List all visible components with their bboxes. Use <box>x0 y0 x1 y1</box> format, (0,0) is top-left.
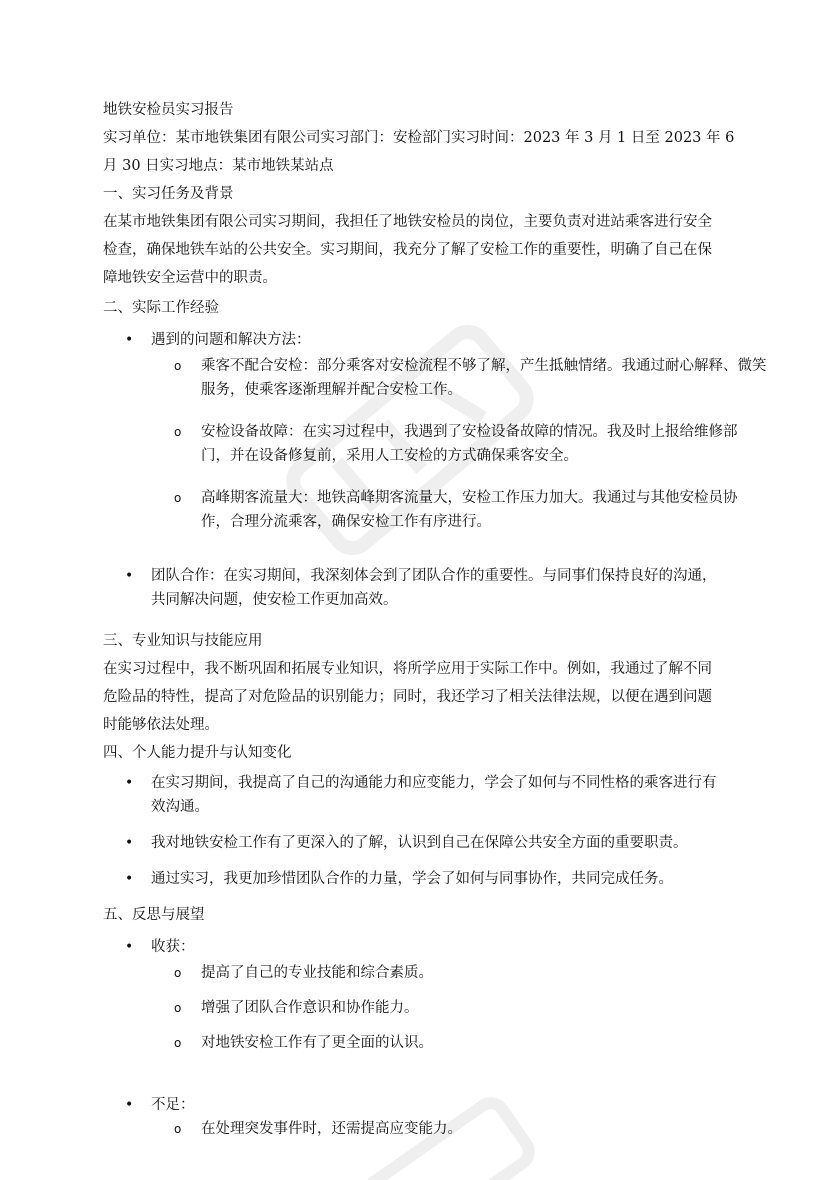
sub-item-text: 乘客不配合安检：部分乘客对安检流程不够了解，产生抵触情绪。我通过耐心解释、微笑服务，使乘客逐渐理解并配合安检工作。 <box>201 358 767 398</box>
bullet-text: 团队合作：在实习期间，我深刻体会到了团队合作的重要性。与同事们保持良好的沟通，共同解决问题，使安检工作更加高效。 <box>151 568 717 608</box>
work-experience-list <box>103 328 767 612</box>
reflection-list <box>103 935 723 1141</box>
bullet-text: 通过实习，我更加珍惜团队合作的力量，学会了如何与同事协作，共同完成任务。 <box>151 871 673 887</box>
list-item <box>151 996 723 1020</box>
section-heading-5: 五、反思与展望 <box>103 907 205 923</box>
lacks-label: 不足： <box>151 1097 195 1113</box>
section-heading-2: 二、实际工作经验 <box>103 300 219 316</box>
circle-bullet-icon: o <box>174 491 182 505</box>
list-item <box>151 1031 723 1055</box>
list-item <box>103 1093 723 1141</box>
gain-text: 提高了自己的专业技能和综合素质。 <box>201 965 433 981</box>
circle-bullet-icon: o <box>174 1122 182 1136</box>
bullet-icon: • <box>125 568 134 584</box>
list-item <box>151 1117 723 1141</box>
problem-solution-list <box>103 354 767 534</box>
list-item <box>151 354 769 402</box>
lacks-list <box>103 1117 723 1141</box>
circle-bullet-icon: o <box>174 425 182 439</box>
circle-bullet-icon: o <box>174 1036 182 1050</box>
internship-info-line-2: 月 30 日实习地点：某市地铁某站点 <box>103 158 334 174</box>
bullet-label: 遇到的问题和解决方法： <box>151 332 311 348</box>
list-item <box>151 961 723 985</box>
section-3-paragraph: 在实习过程中，我不断巩固和拓展专业知识，将所学应用于实际工作中。例如，我通过了解不同危险品的特性，提高了对危险品的识别能力；同时，我还学习了相关法律法规，以便在遇到问题时能够依法处理。 <box>103 661 712 733</box>
bullet-text: 我对地铁安检工作有了更深入的了解，认识到自己在保障公共安全方面的重要职责。 <box>151 835 688 851</box>
circle-bullet-icon: o <box>174 966 182 980</box>
list-item <box>151 420 746 468</box>
gain-text: 对地铁安检工作有了更全面的认识。 <box>201 1035 433 1051</box>
bullet-icon: • <box>125 775 134 791</box>
bullet-icon: • <box>125 871 134 887</box>
internship-info-line-1: 实习单位：某市地铁集团有限公司实习部门：安检部门实习时间：2023 年 3 月 1 日至 2023 年 6 <box>103 130 735 146</box>
sub-item-text: 安检设备故障：在实习过程中，我遇到了安检设备故障的情况。我及时上报给维修部门，并在设备修复前，采用人工安检的方式确保乘客安全。 <box>201 424 738 464</box>
bullet-icon: • <box>125 939 134 955</box>
bullet-icon: • <box>125 1097 134 1113</box>
gain-text: 增强了团队合作意识和协作能力。 <box>201 1000 419 1016</box>
section-1-paragraph: 在某市地铁集团有限公司实习期间，我担任了地铁安检员的岗位，主要负责对进站乘客进行安全检查，确保地铁车站的公共安全。实习期间，我充分了解了安检工作的重要性，明确了自己在保障地铁安全运营中的职责。 <box>103 214 712 286</box>
list-item <box>103 328 767 534</box>
bullet-text: 在实习期间，我提高了自己的沟通能力和应变能力，学会了如何与不同性格的乘客进行有效沟通。 <box>151 775 717 815</box>
list-item <box>103 935 723 1055</box>
list-item <box>103 564 723 612</box>
list-item <box>103 771 723 819</box>
bullet-icon: • <box>125 332 134 348</box>
list-item <box>103 831 723 855</box>
ability-improvement-list <box>103 771 723 891</box>
list-item <box>151 486 746 534</box>
section-heading-3: 三、专业知识与技能应用 <box>103 633 263 649</box>
circle-bullet-icon: o <box>174 359 182 373</box>
gains-list <box>103 961 723 1055</box>
circle-bullet-icon: o <box>174 1001 182 1015</box>
bullet-icon: • <box>125 835 134 851</box>
section-heading-4: 四、个人能力提升与认知变化 <box>103 745 292 761</box>
report-body <box>103 96 767 1141</box>
lack-text: 在处理突发事件时，还需提高应变能力。 <box>201 1121 462 1137</box>
sub-item-text: 高峰期客流量大：地铁高峰期客流量大，安检工作压力加大。我通过与其他安检员协作，合理分流乘客，确保安检工作有序进行。 <box>201 490 738 530</box>
list-item <box>103 867 723 891</box>
section-heading-1: 一、实习任务及背景 <box>103 186 234 202</box>
document-title: 地铁安检员实习报告 <box>103 102 234 118</box>
gains-label: 收获： <box>151 939 195 955</box>
